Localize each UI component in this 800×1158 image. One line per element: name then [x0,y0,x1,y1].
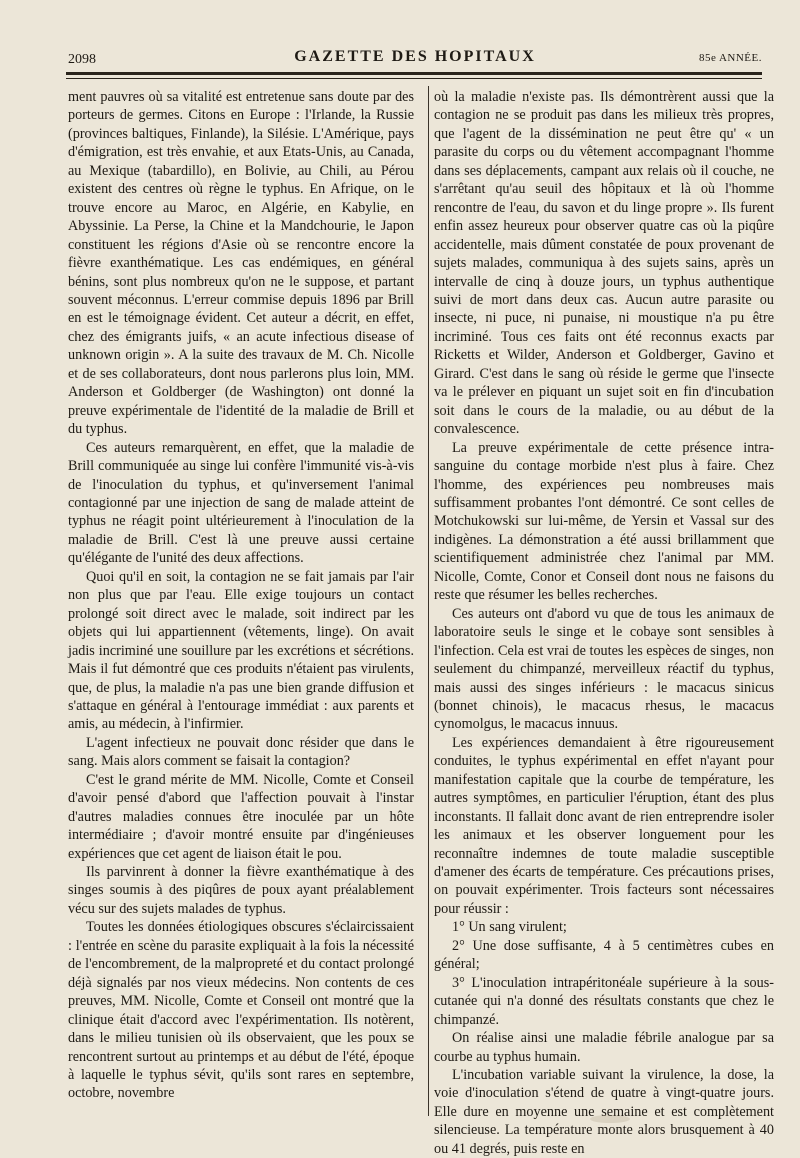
page-header [68,44,762,68]
paragraph: L'incubation variable suivant la virulence, la dose, la voie d'inoculation s'étend de quatre à vingt-quatre jours. Elle dure en moyenne une semaine et est complètement silencieuse. La température monte alors brusquement à 40 ou 41 degrés, puis reste en [434,1067,774,1157]
right-column [434,88,774,1157]
paragraph: Quoi qu'il en soit, la contagion ne se fait jamais par l'air non plus que par l'eau. Elle exige toujours un contact prolongé soit direct avec le malade, soit indirect par les objets qui lui appartiennent (vêtements, linge). On avait jadis incriminé une souillure par les excrétions et sécrétions. Mais il fut démontré que ces produits n'étaient pas virulents, que, de plus, la maladie n'a pas une bien grande diffusion et s'attaque en général à l'entourage immédiat : aux parents et amis, au médecin, à l'infirmier. [68,568,414,733]
list-item: 3° L'inoculation intrapéritonéale supérieure à la sous-cutanée qui n'a donné des résultats constants que chez le chimpanzé. [434,974,774,1028]
edition-label: 85e ANNÉE. [698,52,762,64]
paragraph: où la maladie n'existe pas. Ils démontrèrent aussi que la contagion ne se produit pas dans les milieux très propres, que l'agent de la dissémination ne peut être qu' « un parasite du corps ou du vêtement accompagnant l'homme dans ses déplacements, campant aux relais où il couche, ne s'arrêtant qu'au seuil des hôpitaux et là où l'homme rencontre de l'eau, du savon et du linge propre ». Ils furent enfin assez heureux pour observer quatre cas où la piqûre accidentelle, mais dûment constatée de poux provenant de sujets malades, communiqua à des sujets sains, après un intervalle de cinq à douze jours, un typhus authentique suivi de mort dans deux cas. Aucun autre parasite ou insecte, ni puce, ni punaise, ni moustique n'a pu être incriminé. Tous ces faits ont été reconnus exacts par Ricketts et Wilder, Anderson et Goldberger, Gavino et Girard. C'est dans le sang où réside le germe que l'insecte va le prélever en piquant un sujet soit en fin d'incubation soit dans le cours de la maladie, ou au début de la convalescence. [434,89,774,438]
paragraph: ment pauvres où sa vitalité est entretenue sans doute par des porteurs de germes. Citons en Europe : l'Irlande, la Russie (provinces baltiques, Finlande), la Silésie. L'Amérique, pays d'émigration, est très envahie, et aux Etats-Unis, au Canada, au Mexique (tabardillo), en Bolivie, au Chili, au Pérou existent des centres où règne le typhus. En Afrique, on le trouve encore au Maroc, en Algérie, en Kabylie, en Abyssinie. La Perse, la Chine et la Mandchourie, le Japon constituent les régions d'Asie où se rencontre encore la fièvre exanthématique. Les cas endémiques, en général bénins, sont plus nombreux qu'on ne le suppose, et partant souvent méconnus. L'erreur commise depuis 1896 par Brill en est le témoignage évident. Cet auteur a décrit, en effet, chez des émigrants juifs, « an acute infectious disease of unknown origin ». A la suite des travaux de M. Ch. Nicolle et de ses collaborateurs, dont nous parlerons plus loin, MM. Anderson et Goldberger (de Washington) ont donné la preuve expérimentale de l'identité de la maladie de Brill et du typhus. [68,89,414,438]
column-divider [428,86,429,1116]
paragraph: On réalise ainsi une maladie fébrile analogue par sa courbe au typhus humain. [434,1030,774,1065]
header-rule-thick [66,72,762,75]
journal-title: GAZETTE DES HOPITAUX [294,48,536,65]
paper-stain [590,1115,630,1123]
header-rule-thin [66,78,762,79]
paragraph: Toutes les données étiologiques obscures s'éclaircissaient : l'entrée en scène du parasite expliquait à la fois la nécessité de l'encombrement, de la malpropreté et du contact prolongé déjà signalés par nos vieux médecins. Non contents de ces preuves, MM. Nicolle, Comte et Conseil ont montré que la clinique était d'accord avec l'expérimentation. Ils notèrent, dans le milieu tunisien où ils observaient, que les poux se rencontrent surtout au printemps et au début de l'été, époque à laquelle le typhus sévit, qu'ils sont rares en septembre, octobre, novembre [68,919,414,1102]
paragraph: Ils parvinrent à donner la fièvre exanthématique à des singes soumis à des piqûres de poux ayant préalablement vécu sur des sujets malades de typhus. [68,864,414,917]
paragraph: Ces auteurs ont d'abord vu que de tous les animaux de laboratoire seuls le singe et le cobaye sont sensibles à l'infection. Cela est vrai de toutes les espèces de singes, non seulement du chimpanzé, merveilleux réactif du typhus, mais aussi des singes inférieurs : le macacus sinicus (bonnet chinois), le macacus rhesus, le macacus cynomolgus, le macacus innuus. [434,605,774,733]
paragraph: Les expériences demandaient à être rigoureusement conduites, le typhus expérimental en effet n'ayant pour manifestation capitale que la courbe de température, les autres symptômes, en particulier l'éruption, étant des plus inconstants. Il fallait donc avant de rien entreprendre isoler les animaux et les observer longuement pour les reconnaître indemnes de toute maladie susceptible d'amener des écarts de température. Ces précautions prises, on pouvait expérimenter. Trois facteurs sont nécessaires pour réussir : [434,734,774,917]
paragraph: La preuve expérimentale de cette présence intra-sanguine du contage morbide n'est plus à faire. Chez l'homme, des expériences peu nombreuses mais suffisamment probantes l'ont démontré. Ce sont celles de Motchukowski sur lui-même, de Yersin et Vassal sur des indigènes. La démonstration a été aussi brillamment que scientifiquement administrée chez l'animal par MM. Nicolle, Comte, Conor et Conseil dont nous ne faisons du reste que résumer les belles recherches. [434,439,774,604]
left-column [68,88,414,1133]
paragraph: Ces auteurs remarquèrent, en effet, que la maladie de Brill communiquée au singe lui confère l'immunité vis-à-vis de l'inoculation du typhus, et qu'inversement l'animal contagionné par une injection de sang de malade atteint de typhus ne réagit point ultérieurement à l'inoculation de la maladie de Brill. C'est là une preuve aussi certaine qu'élégante de l'unité des deux affections. [68,439,414,567]
list-item: 2° Une dose suffisante, 4 à 5 centimètres cubes en général; [434,937,774,973]
paragraph: C'est le grand mérite de MM. Nicolle, Comte et Conseil d'avoir pensé d'abord que l'affection pouvait à l'instar d'autres maladies connues être inoculée par un hôte intermédiaire ; d'avoir montré ensuite par d'ingénieuses expériences que cet agent de liaison était le pou. [68,771,414,862]
page-number: 2098 [68,52,96,67]
list-item: 1° Un sang virulent; [452,919,567,936]
paragraph: L'agent infectieux ne pouvait donc résider que dans le sang. Mais alors comment se faisait la contagion? [68,734,414,770]
